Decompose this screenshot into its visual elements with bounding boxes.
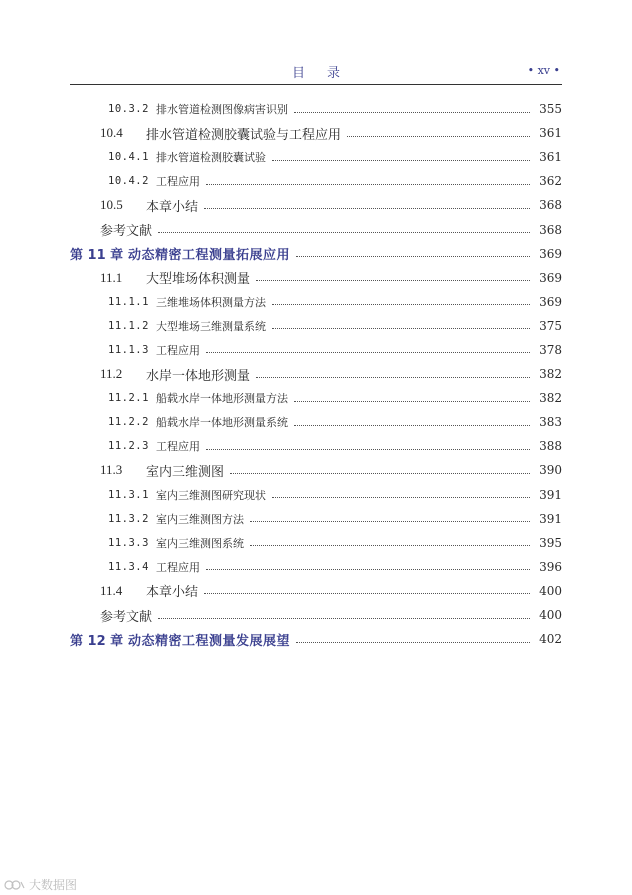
toc-entry-number: 10.4.1 (108, 151, 149, 164)
dot-leader (294, 112, 530, 113)
toc-entry-page: 383 (539, 415, 562, 430)
toc-entry[interactable] (70, 531, 562, 555)
toc-entry-number: 11.1 (100, 269, 123, 285)
dot-leader (294, 401, 530, 402)
dot-leader (272, 304, 530, 305)
toc-entry-page: 368 (539, 198, 562, 213)
dot-leader (206, 352, 530, 353)
toc-entry[interactable] (70, 266, 562, 290)
toc-entry[interactable] (70, 458, 562, 482)
chapter-number: 第 11 章 (70, 248, 124, 264)
header-page-number: • xv • (527, 64, 560, 77)
toc-entry-title: 船载水岸一体地形测量系统 (156, 416, 288, 430)
toc-entry-number: 11.3.4 (108, 560, 149, 573)
dot-leader (272, 497, 530, 498)
toc-entry-page: 361 (539, 150, 562, 165)
dot-leader (272, 160, 530, 161)
toc-entry-title: 工程应用 (156, 560, 200, 574)
toc-entry-number: 10.5 (100, 197, 123, 213)
toc-entry-title: 大型堆场三维测量系统 (156, 319, 266, 333)
toc-entry-number: 11.2.1 (108, 392, 149, 405)
toc-entry[interactable] (70, 193, 562, 217)
toc-entry-number: 11.2 (100, 366, 123, 382)
toc-entry-number: 11.2.3 (108, 440, 149, 453)
toc-entry-page: 369 (539, 294, 562, 309)
chapter-title: 动态精密工程测量发展展望 (128, 633, 291, 649)
toc-entry-number: 10.3.2 (108, 103, 149, 116)
toc-entry-page: 395 (539, 535, 562, 550)
dot-leader (347, 136, 530, 137)
toc-entry-title: 本章小结 (146, 585, 199, 601)
toc-entry-page: 362 (539, 174, 562, 189)
toc-entry-number: 11.1.1 (108, 295, 149, 308)
dot-leader (206, 569, 530, 570)
toc-entry-page: 369 (539, 270, 562, 285)
toc-entry-title: 排水管道检测胶囊试验与工程应用 (146, 127, 342, 143)
toc-entry[interactable] (70, 579, 562, 603)
toc-entry-title: 室内三维测图研究现状 (156, 488, 266, 502)
toc-entry-title: 参考文献 (100, 224, 153, 240)
toc-entry[interactable] (70, 434, 562, 458)
toc-entry-number: 11.2.2 (108, 416, 149, 429)
toc-entry-title: 排水管道检测胶囊试验 (156, 151, 266, 165)
toc-chapter-entry[interactable] (70, 242, 562, 266)
toc-entry[interactable] (70, 97, 562, 121)
dot-leader (206, 449, 530, 450)
dot-leader (256, 280, 530, 281)
toc-entry-page: 361 (539, 126, 562, 141)
toc-entry-page: 378 (539, 342, 562, 357)
page-header (70, 58, 562, 85)
toc-entry[interactable] (70, 483, 562, 507)
toc-entry[interactable] (70, 217, 562, 241)
dot-leader (204, 208, 530, 209)
toc-entry-page: 402 (539, 632, 562, 647)
dot-leader (296, 256, 530, 257)
toc-entry-title: 工程应用 (156, 343, 200, 357)
chapter-number: 第 12 章 (70, 633, 124, 649)
watermark-text: 大数据图 (29, 878, 78, 892)
toc-entry[interactable] (70, 507, 562, 531)
dot-leader (256, 377, 530, 378)
toc-entry-page: 396 (539, 559, 562, 574)
toc-entry-page: 369 (539, 246, 562, 261)
toc-entry-number: 11.1.2 (108, 319, 149, 332)
toc-entry-page: 375 (539, 318, 562, 333)
table-of-contents (70, 97, 562, 651)
toc-entry-page: 382 (539, 391, 562, 406)
toc-entry-title: 工程应用 (156, 440, 200, 454)
toc-chapter-entry[interactable] (70, 627, 562, 651)
toc-entry-number: 11.3 (100, 462, 123, 478)
toc-entry-title: 工程应用 (156, 175, 200, 189)
toc-entry[interactable] (70, 386, 562, 410)
toc-entry[interactable] (70, 603, 562, 627)
toc-entry-title: 室内三维测图方法 (156, 512, 244, 526)
toc-entry-page: 388 (539, 439, 562, 454)
toc-entry-page: 355 (539, 102, 562, 117)
toc-entry[interactable] (70, 121, 562, 145)
toc-entry-number: 10.4.2 (108, 175, 149, 188)
chapter-title: 动态精密工程测量拓展应用 (128, 248, 291, 264)
toc-entry-title: 参考文献 (100, 609, 153, 625)
toc-entry[interactable] (70, 362, 562, 386)
toc-entry-page: 390 (539, 463, 562, 478)
toc-entry[interactable] (70, 410, 562, 434)
dot-leader (230, 473, 530, 474)
toc-entry[interactable] (70, 290, 562, 314)
dot-leader (204, 593, 530, 594)
toc-entry-number: 11.4 (100, 582, 123, 598)
toc-entry-page: 368 (539, 222, 562, 237)
watermark (4, 876, 77, 893)
toc-entry-title: 水岸一体地形测量 (146, 368, 251, 384)
dot-leader (296, 642, 530, 643)
toc-entry-title: 室内三维测图系统 (156, 536, 244, 550)
toc-entry-page: 382 (539, 367, 562, 382)
toc-entry-page: 391 (539, 511, 562, 526)
toc-entry-title: 本章小结 (146, 199, 199, 215)
toc-entry-page: 400 (539, 608, 562, 623)
dot-leader (294, 425, 530, 426)
toc-entry[interactable] (70, 314, 562, 338)
toc-entry-title: 室内三维测图 (146, 464, 225, 480)
toc-entry-number: 11.3.2 (108, 512, 149, 525)
toc-entry[interactable] (70, 555, 562, 579)
toc-entry-number: 10.4 (100, 125, 123, 141)
header-title: 目录 (291, 66, 362, 81)
dot-leader (158, 232, 530, 233)
toc-entry-page: 400 (539, 583, 562, 598)
dot-leader (206, 184, 530, 185)
toc-entry-number: 11.3.3 (108, 536, 149, 549)
toc-entry-number: 11.1.3 (108, 343, 149, 356)
watermark-logo-icon (4, 879, 26, 891)
toc-entry-title: 排水管道检测图像病害识别 (156, 103, 288, 117)
dot-leader (158, 618, 530, 619)
dot-leader (250, 521, 530, 522)
toc-entry-title: 大型堆场体积测量 (146, 272, 251, 288)
dot-leader (272, 328, 530, 329)
toc-entry-page: 391 (539, 487, 562, 502)
toc-entry[interactable] (70, 338, 562, 362)
dot-leader (250, 545, 530, 546)
toc-entry-number: 11.3.1 (108, 488, 149, 501)
toc-entry[interactable] (70, 169, 562, 193)
toc-entry[interactable] (70, 145, 562, 169)
toc-entry-title: 船载水岸一体地形测量方法 (156, 392, 288, 406)
toc-entry-title: 三维堆场体积测量方法 (156, 295, 266, 309)
